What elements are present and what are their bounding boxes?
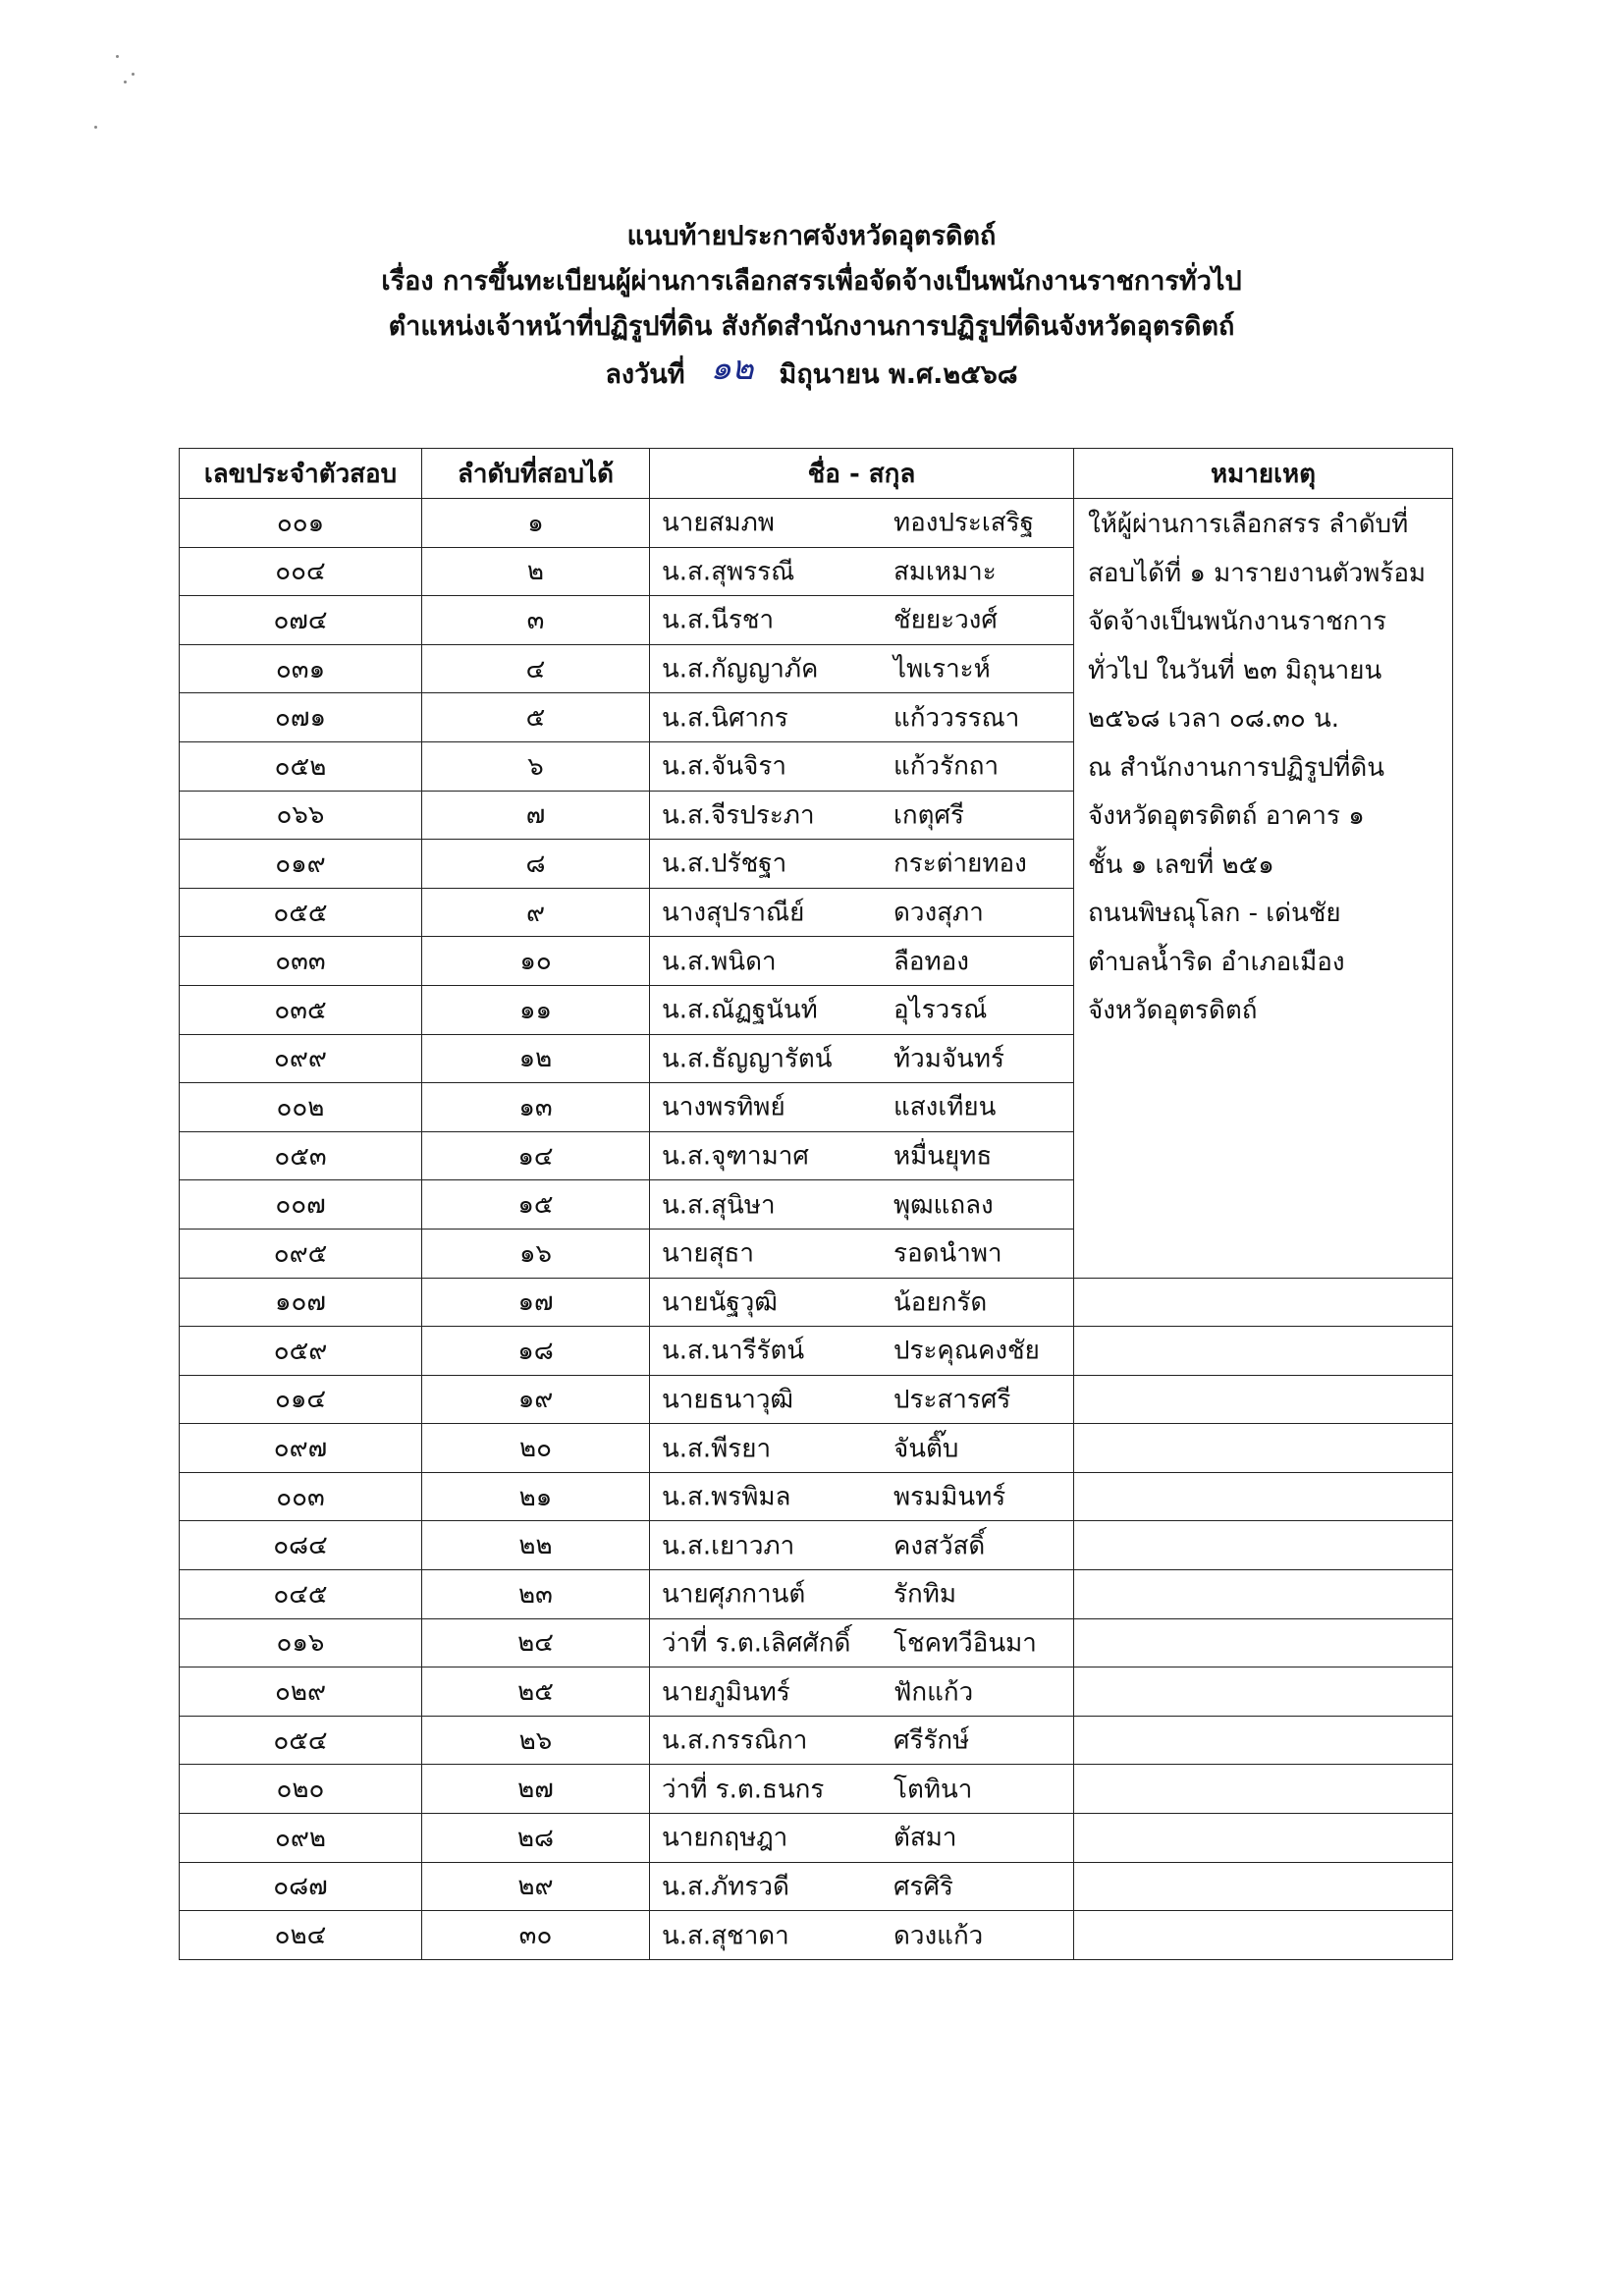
name-cell xyxy=(650,888,1074,937)
rank-cell: ๑๙ xyxy=(422,1375,650,1424)
name-wrap xyxy=(650,1863,1073,1911)
rank-cell: ๑๑ xyxy=(422,985,650,1034)
remarks-line: ตำบลน้ำริด อำเภอเมือง xyxy=(1088,947,1345,977)
first-name: ว่าที่ ร.ต.ธนกร xyxy=(662,1775,825,1805)
first-name: น.ส.ภัทรวดี xyxy=(662,1872,789,1902)
last-name: แก้วรักถา xyxy=(893,751,1000,782)
remarks-line: ทั่วไป ในวันที่ ๒๓ มิถุนายน xyxy=(1088,655,1382,685)
exam-id-cell: ๐๘๔ xyxy=(180,1521,422,1570)
table-row xyxy=(180,1278,1453,1327)
exam-id-cell: ๐๘๗ xyxy=(180,1862,422,1911)
name-cell xyxy=(650,1765,1074,1814)
remarks-empty-cell xyxy=(1074,1521,1453,1570)
first-name: นางสุปราณีย์ xyxy=(662,898,805,928)
rank-cell: ๒๐ xyxy=(422,1424,650,1473)
name-cell xyxy=(650,1034,1074,1083)
name-wrap xyxy=(650,693,1073,741)
rank-cell: ๒๑ xyxy=(422,1472,650,1521)
last-name: ศรีรักษ์ xyxy=(893,1725,970,1756)
exam-id-cell: ๐๖๖ xyxy=(180,791,422,840)
name-wrap xyxy=(650,840,1073,888)
name-cell xyxy=(650,1911,1074,1960)
exam-id-cell: ๐๕๙ xyxy=(180,1327,422,1376)
remarks-empty-cell xyxy=(1074,1814,1453,1863)
table-row xyxy=(180,1716,1453,1765)
last-name: กระต่ายทอง xyxy=(893,848,1027,879)
name-wrap xyxy=(650,645,1073,693)
name-wrap xyxy=(650,1619,1073,1667)
rank-cell: ๗ xyxy=(422,791,650,840)
name-cell xyxy=(650,1862,1074,1911)
rank-cell: ๒๙ xyxy=(422,1862,650,1911)
name-wrap xyxy=(650,1230,1073,1278)
exam-id-cell: ๐๙๙ xyxy=(180,1034,422,1083)
name-wrap xyxy=(650,1132,1073,1180)
rank-cell: ๑๓ xyxy=(422,1083,650,1132)
remarks-empty-cell xyxy=(1074,1765,1453,1814)
name-wrap xyxy=(650,1570,1073,1618)
remarks-text xyxy=(1074,499,1452,1036)
rank-cell: ๒๔ xyxy=(422,1618,650,1667)
name-wrap xyxy=(650,1814,1073,1862)
last-name: พรมมินทร์ xyxy=(893,1482,1006,1512)
last-name: รอดนำพา xyxy=(893,1238,1002,1269)
exam-id-cell: ๑๐๗ xyxy=(180,1278,422,1327)
name-cell xyxy=(650,1424,1074,1473)
first-name: น.ส.จีรประภา xyxy=(662,800,815,831)
first-name: น.ส.ณัฏฐนันท์ xyxy=(662,995,818,1025)
first-name: น.ส.พีรยา xyxy=(662,1434,772,1464)
first-name: น.ส.นารีรัตน์ xyxy=(662,1336,805,1366)
first-name: น.ส.กรรณิกา xyxy=(662,1725,808,1756)
last-name: ทองประเสริฐ xyxy=(893,508,1034,538)
table-row xyxy=(180,499,1453,548)
date-prefix: ลงวันที่ xyxy=(605,359,685,390)
name-cell xyxy=(650,1716,1074,1765)
last-name: ศรศิริ xyxy=(893,1872,953,1902)
last-name: แก้ววรรณา xyxy=(893,703,1020,734)
document-header xyxy=(0,214,1623,398)
date-year: พ.ศ.๒๕๖๘ xyxy=(888,359,1018,390)
remarks-empty-cell xyxy=(1074,1375,1453,1424)
last-name: โตทินา xyxy=(893,1775,973,1805)
exam-id-cell: ๐๐๑ xyxy=(180,499,422,548)
last-name: ประคุณคงชัย xyxy=(893,1336,1040,1366)
last-name: สมเหมาะ xyxy=(893,557,997,587)
table-row xyxy=(180,1570,1453,1619)
last-name: พุฒแถลง xyxy=(893,1190,994,1221)
header-date-line xyxy=(0,350,1623,398)
name-cell xyxy=(650,1667,1074,1717)
first-name: นายธนาวุฒิ xyxy=(662,1385,793,1415)
last-name: หมื่นยุทธ xyxy=(893,1141,993,1172)
name-cell xyxy=(650,1375,1074,1424)
remarks-line: จัดจ้างเป็นพนักงานราชการ xyxy=(1088,607,1387,636)
first-name: นายสมภพ xyxy=(662,508,775,538)
exam-id-cell: ๐๕๕ xyxy=(180,888,422,937)
remarks-empty-cell xyxy=(1074,1667,1453,1717)
name-wrap xyxy=(650,1327,1073,1375)
table-row xyxy=(180,1667,1453,1717)
name-cell xyxy=(650,596,1074,645)
first-name: น.ส.จันจิรา xyxy=(662,751,786,782)
remarks-empty-cell xyxy=(1074,1862,1453,1911)
exam-id-cell: ๐๐๒ xyxy=(180,1083,422,1132)
exam-id-cell: ๐๐๗ xyxy=(180,1180,422,1230)
name-cell xyxy=(650,1472,1074,1521)
first-name: น.ส.สุพรรณี xyxy=(662,557,795,587)
last-name: ฟักแก้ว xyxy=(893,1677,974,1708)
first-name: น.ส.กัญญาภัค xyxy=(662,654,819,684)
name-wrap xyxy=(650,1035,1073,1083)
rank-cell: ๓ xyxy=(422,596,650,645)
name-cell xyxy=(650,1083,1074,1132)
name-wrap xyxy=(650,792,1073,840)
name-wrap xyxy=(650,1717,1073,1765)
name-wrap xyxy=(650,986,1073,1034)
last-name: ดวงแก้ว xyxy=(893,1921,984,1951)
exam-id-cell: ๐๒๐ xyxy=(180,1765,422,1814)
exam-id-cell: ๐๓๑ xyxy=(180,644,422,693)
exam-id-cell: ๐๕๔ xyxy=(180,1716,422,1765)
exam-id-cell: ๐๗๑ xyxy=(180,693,422,742)
name-cell xyxy=(650,1618,1074,1667)
rank-cell: ๕ xyxy=(422,693,650,742)
name-wrap xyxy=(650,596,1073,644)
exam-id-cell: ๐๑๖ xyxy=(180,1618,422,1667)
rank-cell: ๑๖ xyxy=(422,1229,650,1278)
registration-table xyxy=(179,448,1453,1960)
name-wrap xyxy=(650,1473,1073,1521)
name-wrap xyxy=(650,742,1073,791)
first-name: น.ส.นีรชา xyxy=(662,605,775,635)
table-row xyxy=(180,1472,1453,1521)
exam-id-cell: ๐๒๔ xyxy=(180,1911,422,1960)
table-row xyxy=(180,1327,1453,1376)
table-row xyxy=(180,1911,1453,1960)
name-wrap xyxy=(650,548,1073,596)
exam-id-cell: ๐๑๙ xyxy=(180,840,422,889)
name-wrap xyxy=(650,1180,1073,1229)
table-row xyxy=(180,1521,1453,1570)
rank-cell: ๑๔ xyxy=(422,1131,650,1180)
col-header-rank: ลำดับที่สอบได้ xyxy=(422,449,650,499)
name-wrap xyxy=(650,1083,1073,1131)
remarks-line: จังหวัดอุตรดิตถ์ อาคาร ๑ xyxy=(1088,801,1365,831)
col-header-exam-id: เลขประจำตัวสอบ xyxy=(180,449,422,499)
name-cell xyxy=(650,644,1074,693)
table-row xyxy=(180,1618,1453,1667)
table-header-row xyxy=(180,449,1453,499)
remarks-empty-cell xyxy=(1074,1911,1453,1960)
name-cell xyxy=(650,547,1074,596)
remarks-line: ถนนพิษณุโลก - เด่นชัย xyxy=(1088,899,1341,928)
name-cell xyxy=(650,741,1074,791)
remarks-empty-cell xyxy=(1074,1472,1453,1521)
name-cell xyxy=(650,1814,1074,1863)
first-name: นายศุภกานต์ xyxy=(662,1579,806,1610)
exam-id-cell: ๐๙๒ xyxy=(180,1814,422,1863)
remarks-empty-cell xyxy=(1074,1570,1453,1619)
remarks-line: ให้ผู้ผ่านการเลือกสรร ลำดับที่ xyxy=(1088,510,1409,539)
rank-cell: ๑๒ xyxy=(422,1034,650,1083)
last-name: แสงเทียน xyxy=(893,1092,997,1122)
last-name: ไพเราะห์ xyxy=(893,654,991,684)
name-wrap xyxy=(650,1521,1073,1569)
remarks-line: ๒๕๖๘ เวลา ๐๘.๓๐ น. xyxy=(1088,704,1340,734)
rank-cell: ๒๗ xyxy=(422,1765,650,1814)
rank-cell: ๒๒ xyxy=(422,1521,650,1570)
name-wrap xyxy=(650,1424,1073,1472)
date-day-handwritten: ๑๒ xyxy=(710,349,754,388)
name-cell xyxy=(650,1278,1074,1327)
first-name: น.ส.นิศากร xyxy=(662,703,788,734)
first-name: น.ส.สุนิษา xyxy=(662,1190,776,1221)
name-wrap xyxy=(650,1911,1073,1959)
remarks-line: ชั้น ๑ เลขที่ ๒๕๑ xyxy=(1088,849,1274,880)
date-month: มิถุนายน xyxy=(779,359,880,390)
remarks-line: จังหวัดอุตรดิตถ์ xyxy=(1088,996,1258,1025)
exam-id-cell: ๐๓๓ xyxy=(180,937,422,986)
name-cell xyxy=(650,1229,1074,1278)
last-name: รักทิม xyxy=(893,1579,956,1610)
name-wrap xyxy=(650,499,1073,547)
exam-id-cell: ๐๑๔ xyxy=(180,1375,422,1424)
name-wrap xyxy=(650,1765,1073,1813)
rank-cell: ๓๐ xyxy=(422,1911,650,1960)
rank-cell: ๑๕ xyxy=(422,1180,650,1230)
rank-cell: ๖ xyxy=(422,741,650,791)
exam-id-cell: ๐๓๕ xyxy=(180,985,422,1034)
rank-cell: ๒๘ xyxy=(422,1814,650,1863)
name-cell xyxy=(650,1131,1074,1180)
col-header-remarks: หมายเหตุ xyxy=(1074,449,1453,499)
exam-id-cell: ๐๐๓ xyxy=(180,1472,422,1521)
name-cell xyxy=(650,1521,1074,1570)
table-row xyxy=(180,1424,1453,1473)
exam-id-cell: ๐๔๕ xyxy=(180,1570,422,1619)
last-name: โชคทวีอินมา xyxy=(893,1628,1037,1659)
exam-id-cell: ๐๕๓ xyxy=(180,1131,422,1180)
rank-cell: ๑๘ xyxy=(422,1327,650,1376)
last-name: ตัสมา xyxy=(893,1823,957,1853)
col-header-name: ชื่อ - สกุล xyxy=(650,449,1074,499)
remarks-line: สอบได้ที่ ๑ มารายงานตัวพร้อม xyxy=(1088,558,1427,588)
rank-cell: ๑๐ xyxy=(422,937,650,986)
exam-id-cell: ๐๐๔ xyxy=(180,547,422,596)
name-wrap xyxy=(650,1376,1073,1424)
header-line-1: แนบท้ายประกาศจังหวัดอุตรดิตถ์ xyxy=(626,221,997,251)
name-cell xyxy=(650,791,1074,840)
name-cell xyxy=(650,499,1074,548)
table-row xyxy=(180,1765,1453,1814)
rank-cell: ๙ xyxy=(422,888,650,937)
exam-id-cell: ๐๗๔ xyxy=(180,596,422,645)
last-name: ลือทอง xyxy=(893,947,969,977)
last-name: น้อยกรัด xyxy=(893,1287,988,1318)
last-name: จันติ๊บ xyxy=(893,1434,959,1464)
rank-cell: ๔ xyxy=(422,644,650,693)
name-wrap xyxy=(650,1667,1073,1716)
name-cell xyxy=(650,1180,1074,1230)
last-name: ท้วมจันทร์ xyxy=(893,1044,1004,1074)
last-name: อุไรวรณ์ xyxy=(893,995,988,1025)
exam-id-cell: ๐๙๕ xyxy=(180,1229,422,1278)
exam-id-cell: ๐๕๒ xyxy=(180,741,422,791)
remarks-line: ณ สำนักงานการปฏิรูปที่ดิน xyxy=(1088,752,1384,783)
first-name: นายนัฐวุฒิ xyxy=(662,1287,778,1318)
remarks-empty-cell xyxy=(1074,1278,1453,1327)
remarks-empty-cell xyxy=(1074,1327,1453,1376)
first-name: น.ส.ปรัชฐา xyxy=(662,848,787,879)
first-name: นายกฤษฎา xyxy=(662,1823,788,1853)
first-name: นายภูมินทร์ xyxy=(662,1677,790,1708)
name-cell xyxy=(650,693,1074,742)
table-row xyxy=(180,1862,1453,1911)
rank-cell: ๑๗ xyxy=(422,1278,650,1327)
name-wrap xyxy=(650,889,1073,937)
last-name: เกตุศรี xyxy=(893,800,964,831)
first-name: นายสุธา xyxy=(662,1238,754,1269)
table-row xyxy=(180,1814,1453,1863)
last-name: คงสวัสดิ์ xyxy=(893,1531,986,1561)
first-name: น.ส.สุชาดา xyxy=(662,1921,789,1951)
first-name: นางพรทิพย์ xyxy=(662,1092,785,1122)
name-cell xyxy=(650,840,1074,889)
remarks-cell xyxy=(1074,499,1453,1279)
name-wrap xyxy=(650,937,1073,985)
rank-cell: ๑ xyxy=(422,499,650,548)
name-cell xyxy=(650,937,1074,986)
first-name: น.ส.ธัญญารัตน์ xyxy=(662,1044,833,1074)
table-row xyxy=(180,1375,1453,1424)
name-cell xyxy=(650,1327,1074,1376)
name-cell xyxy=(650,1570,1074,1619)
first-name: น.ส.เยาวภา xyxy=(662,1531,795,1561)
remarks-empty-cell xyxy=(1074,1424,1453,1473)
rank-cell: ๒ xyxy=(422,547,650,596)
name-wrap xyxy=(650,1279,1073,1327)
rank-cell: ๘ xyxy=(422,840,650,889)
first-name: น.ส.พนิดา xyxy=(662,947,777,977)
last-name: ประสารศรี xyxy=(893,1385,1011,1415)
first-name: น.ส.จุฑามาศ xyxy=(662,1141,809,1172)
header-line-3: ตำแหน่งเจ้าหน้าที่ปฏิรูปที่ดิน สังกัดสำนักงานการปฏิรูปที่ดินจังหวัดอุตรดิตถ์ xyxy=(388,311,1235,342)
rank-cell: ๒๕ xyxy=(422,1667,650,1717)
exam-id-cell: ๐๙๗ xyxy=(180,1424,422,1473)
last-name: ชัยยะวงศ์ xyxy=(893,605,998,635)
first-name: น.ส.พรพิมล xyxy=(662,1482,791,1512)
first-name: ว่าที่ ร.ต.เลิศศักดิ์ xyxy=(662,1628,851,1659)
last-name: ดวงสุภา xyxy=(893,898,984,928)
header-line-2: เรื่อง การขึ้นทะเบียนผู้ผ่านการเลือกสรรเพื่อจัดจ้างเป็นพนักงานราชการทั่วไป xyxy=(381,266,1242,297)
rank-cell: ๒๓ xyxy=(422,1570,650,1619)
remarks-empty-cell xyxy=(1074,1618,1453,1667)
name-cell xyxy=(650,985,1074,1034)
remarks-empty-cell xyxy=(1074,1716,1453,1765)
rank-cell: ๒๖ xyxy=(422,1716,650,1765)
exam-id-cell: ๐๒๙ xyxy=(180,1667,422,1717)
